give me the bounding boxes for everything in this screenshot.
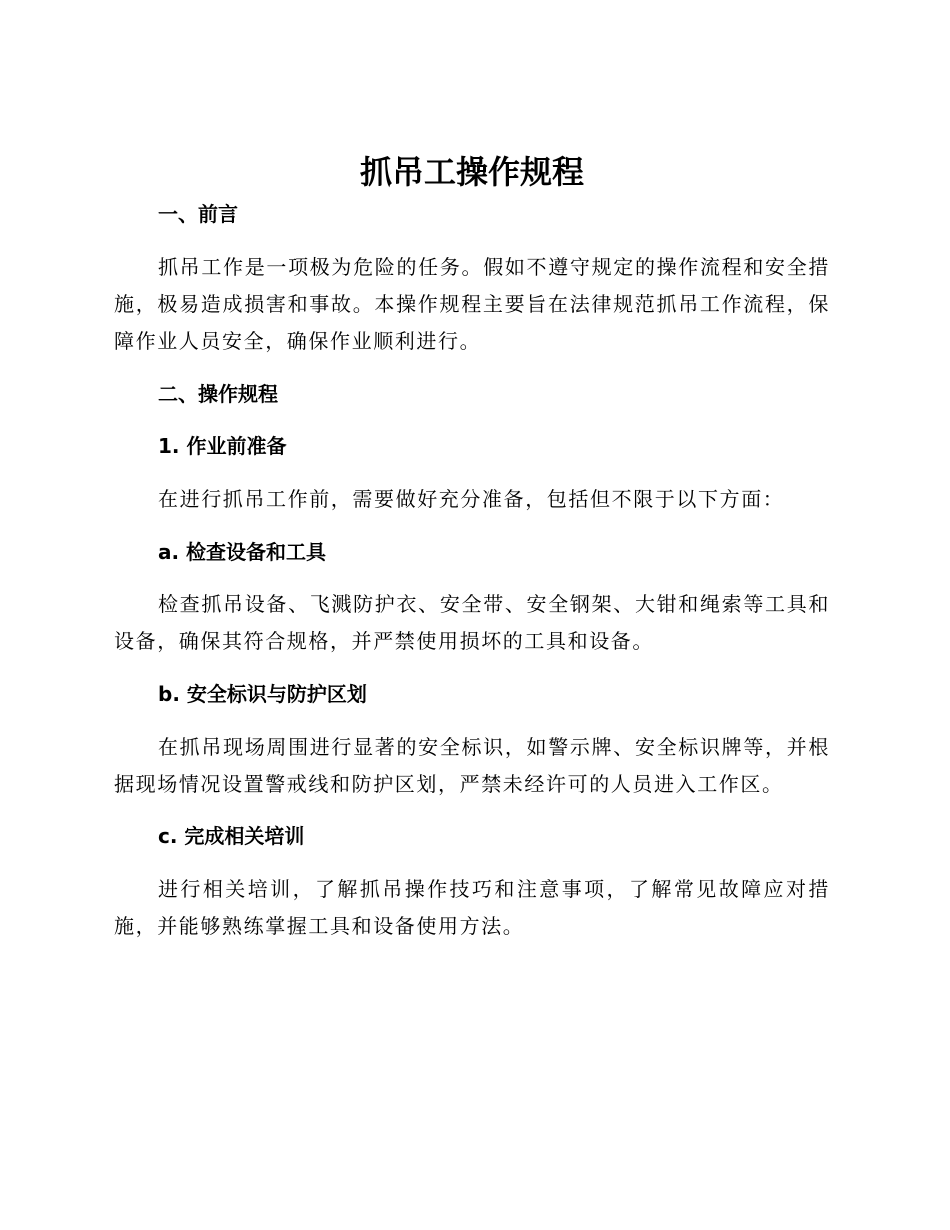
paragraph-check-equipment: 检查抓吊设备、飞溅防护衣、安全带、安全钢架、大钳和绳索等工具和设备，确保其符合规格，并严禁使用损坏的工具和设备。 [114,592,830,653]
subheading-safety-signs: b. 安全标识与防护区划 [158,682,367,706]
subheading-training: c. 完成相关培训 [158,824,305,848]
paragraph-preparation: 在进行抓吊工作前，需要做好充分准备，包括但不限于以下方面： [158,487,785,511]
paragraph-preface: 抓吊工作是一项极为危险的任务。假如不遵守规定的操作流程和安全措施，极易造成损害和事故。本操作规程主要旨在法律规范抓吊工作流程，保障作业人员安全，确保作业顺利进行。 [114,255,830,353]
paragraph-training: 进行相关培训，了解抓吊操作技巧和注意事项，了解常见故障应对措施，并能够熟练掌握工具和设备使用方法。 [114,877,830,938]
section-heading-procedures: 二、操作规程 [158,382,278,406]
document-title: 抓吊工操作规程 [359,153,584,191]
section-heading-preface: 一、前言 [158,202,238,226]
subheading-preparation: 1. 作业前准备 [158,434,287,458]
paragraph-safety-signs: 在抓吊现场周围进行显著的安全标识，如警示牌、安全标识牌等，并根据现场情况设置警戒线和防护区划，严禁未经许可的人员进入工作区。 [114,735,830,796]
subheading-check-equipment: a. 检查设备和工具 [158,540,327,564]
